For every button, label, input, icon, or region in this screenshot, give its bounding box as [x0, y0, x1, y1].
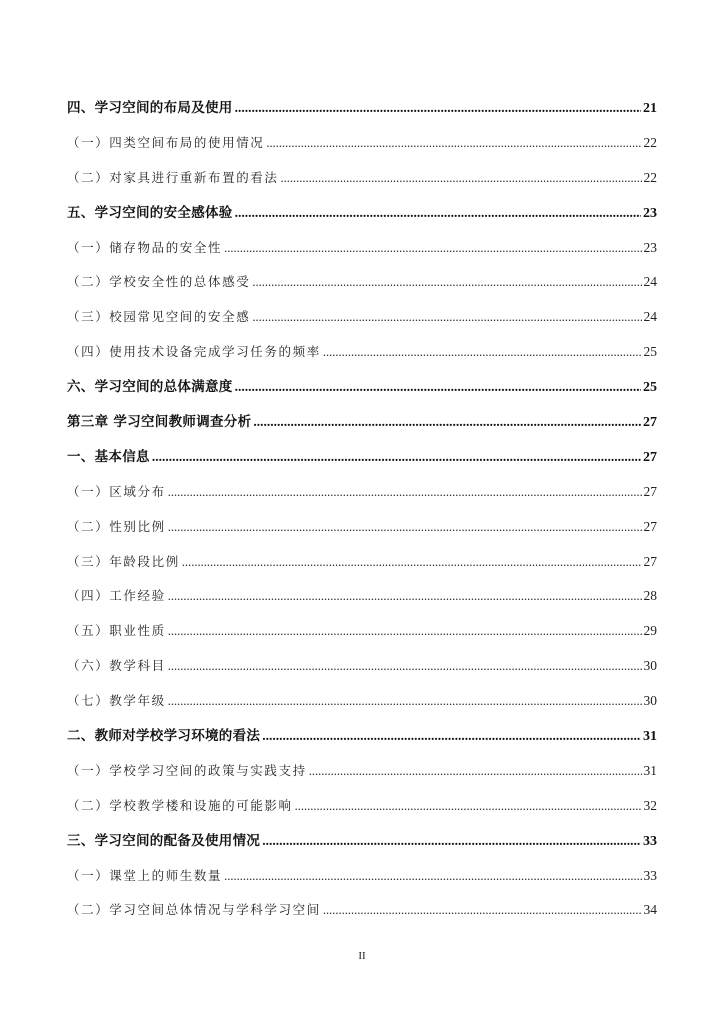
toc-entry-page: 27 [643, 518, 657, 534]
toc-entry-title: （四）工作经验 [67, 588, 166, 604]
toc-entry[interactable] [67, 649, 657, 684]
toc-leader-dots [168, 475, 642, 510]
toc-entry[interactable] [67, 91, 657, 126]
toc-entry-page: 34 [643, 902, 657, 918]
toc-entry-page: 22 [643, 134, 657, 150]
toc-entry-title: （一）区域分布 [67, 483, 166, 499]
toc-entry[interactable] [67, 126, 657, 161]
toc-entry-title: 四、学习空间的布局及使用 [67, 100, 233, 116]
page-number: II [358, 950, 366, 962]
toc-leader-dots [235, 91, 641, 126]
toc-entry-title: 六、学习空间的总体满意度 [67, 379, 233, 396]
toc-leader-dots [262, 824, 641, 859]
toc-entry-page: 21 [643, 101, 657, 116]
toc-entry-page: 27 [643, 553, 657, 569]
toc-entry-title: 五、学习空间的安全感体验 [67, 204, 233, 221]
toc-entry-title: （一）课堂上的师生数量 [67, 867, 223, 883]
toc-entry-page: 30 [643, 658, 657, 674]
toc-entry[interactable] [67, 300, 657, 335]
toc-entry-title: （三）校园常见空间的安全感 [67, 309, 251, 325]
toc-leader-dots [152, 440, 641, 475]
toc-entry[interactable] [67, 370, 657, 405]
toc-leader-dots [262, 719, 641, 754]
toc-entry[interactable] [67, 510, 657, 545]
toc-entry[interactable] [67, 893, 657, 928]
toc-entry-page: 24 [643, 274, 657, 290]
toc-entry-page: 25 [643, 380, 657, 396]
toc-entry-page: 33 [643, 867, 657, 883]
toc-entry-title: （二）学校安全性的总体感受 [67, 274, 251, 290]
toc-leader-dots [168, 510, 642, 545]
toc-leader-dots [224, 859, 641, 894]
toc-leader-dots [252, 265, 641, 300]
toc-entry[interactable] [67, 545, 657, 580]
toc-entry-title: （一）四类空间布局的使用情况 [67, 134, 265, 150]
toc-entry-title: 二、教师对学校学习环境的看法 [67, 728, 261, 745]
toc-leader-dots [224, 231, 641, 266]
toc-entry-title: 第三章 学习空间教师调查分析 [67, 414, 252, 431]
toc-entry[interactable] [67, 614, 657, 649]
toc-entry-title: 一、基本信息 [67, 448, 150, 465]
toc-leader-dots [281, 161, 642, 196]
toc-leader-dots [182, 545, 642, 580]
toc-entry-page: 23 [643, 239, 657, 255]
toc-leader-dots [309, 754, 642, 789]
toc-entry-page: 30 [643, 693, 657, 709]
toc-leader-dots [253, 405, 641, 440]
toc-leader-dots [323, 893, 642, 928]
toc-entry[interactable] [67, 719, 657, 754]
toc-entry-title: （二）对家具进行重新布置的看法 [67, 169, 279, 185]
toc-entry-title: （二）学习空间总体情况与学科学习空间 [67, 902, 321, 918]
toc-entry[interactable] [67, 265, 657, 300]
toc-entry[interactable] [67, 405, 657, 440]
toc-leader-dots [252, 300, 641, 335]
toc-entry-title: （七）教学年级 [67, 693, 166, 709]
toc-entry[interactable] [67, 335, 657, 370]
toc-entry[interactable] [67, 579, 657, 614]
toc-entry-page: 25 [643, 344, 657, 360]
toc-entry-title: （三）年龄段比例 [67, 553, 180, 569]
toc-entry-page: 32 [643, 797, 657, 813]
toc-entry[interactable] [67, 684, 657, 719]
toc-entry[interactable] [67, 440, 657, 475]
toc-entry-page: 23 [643, 205, 657, 221]
table-of-contents [67, 91, 657, 928]
toc-entry-page: 33 [643, 833, 657, 849]
toc-entry[interactable] [67, 824, 657, 859]
toc-entry-title: （一）储存物品的安全性 [67, 239, 223, 255]
toc-leader-dots [235, 196, 641, 231]
toc-leader-dots [168, 649, 642, 684]
toc-entry-page: 27 [643, 415, 657, 431]
toc-entry[interactable] [67, 196, 657, 231]
toc-entry[interactable] [67, 789, 657, 824]
toc-leader-dots [168, 579, 642, 614]
toc-entry-title: （四）使用技术设备完成学习任务的频率 [67, 344, 321, 360]
toc-entry-page: 27 [643, 483, 657, 499]
toc-entry-page: 28 [643, 588, 657, 604]
toc-leader-dots [323, 335, 642, 370]
toc-leader-dots [235, 370, 641, 405]
toc-entry-page: 24 [643, 309, 657, 325]
toc-entry[interactable] [67, 231, 657, 266]
toc-entry[interactable] [67, 161, 657, 196]
toc-entry-page: 22 [643, 169, 657, 185]
toc-entry-page: 31 [643, 762, 657, 778]
toc-entry-title: （一）学校学习空间的政策与实践支持 [67, 762, 307, 778]
toc-entry[interactable] [67, 754, 657, 789]
toc-entry-page: 31 [643, 729, 657, 745]
toc-entry-page: 27 [643, 449, 657, 465]
toc-entry-title: （五）职业性质 [67, 623, 166, 639]
toc-entry-title: （二）性别比例 [67, 518, 166, 534]
toc-entry-title: （六）教学科目 [67, 658, 166, 674]
toc-entry-title: 三、学习空间的配备及使用情况 [67, 832, 261, 849]
toc-entry-title: （二）学校教学楼和设施的可能影响 [67, 797, 293, 813]
toc-leader-dots [266, 126, 641, 161]
toc-leader-dots [168, 614, 642, 649]
toc-leader-dots [168, 684, 642, 719]
toc-entry-page: 29 [643, 623, 657, 639]
toc-leader-dots [295, 789, 642, 824]
toc-entry[interactable] [67, 859, 657, 894]
toc-entry[interactable] [67, 475, 657, 510]
